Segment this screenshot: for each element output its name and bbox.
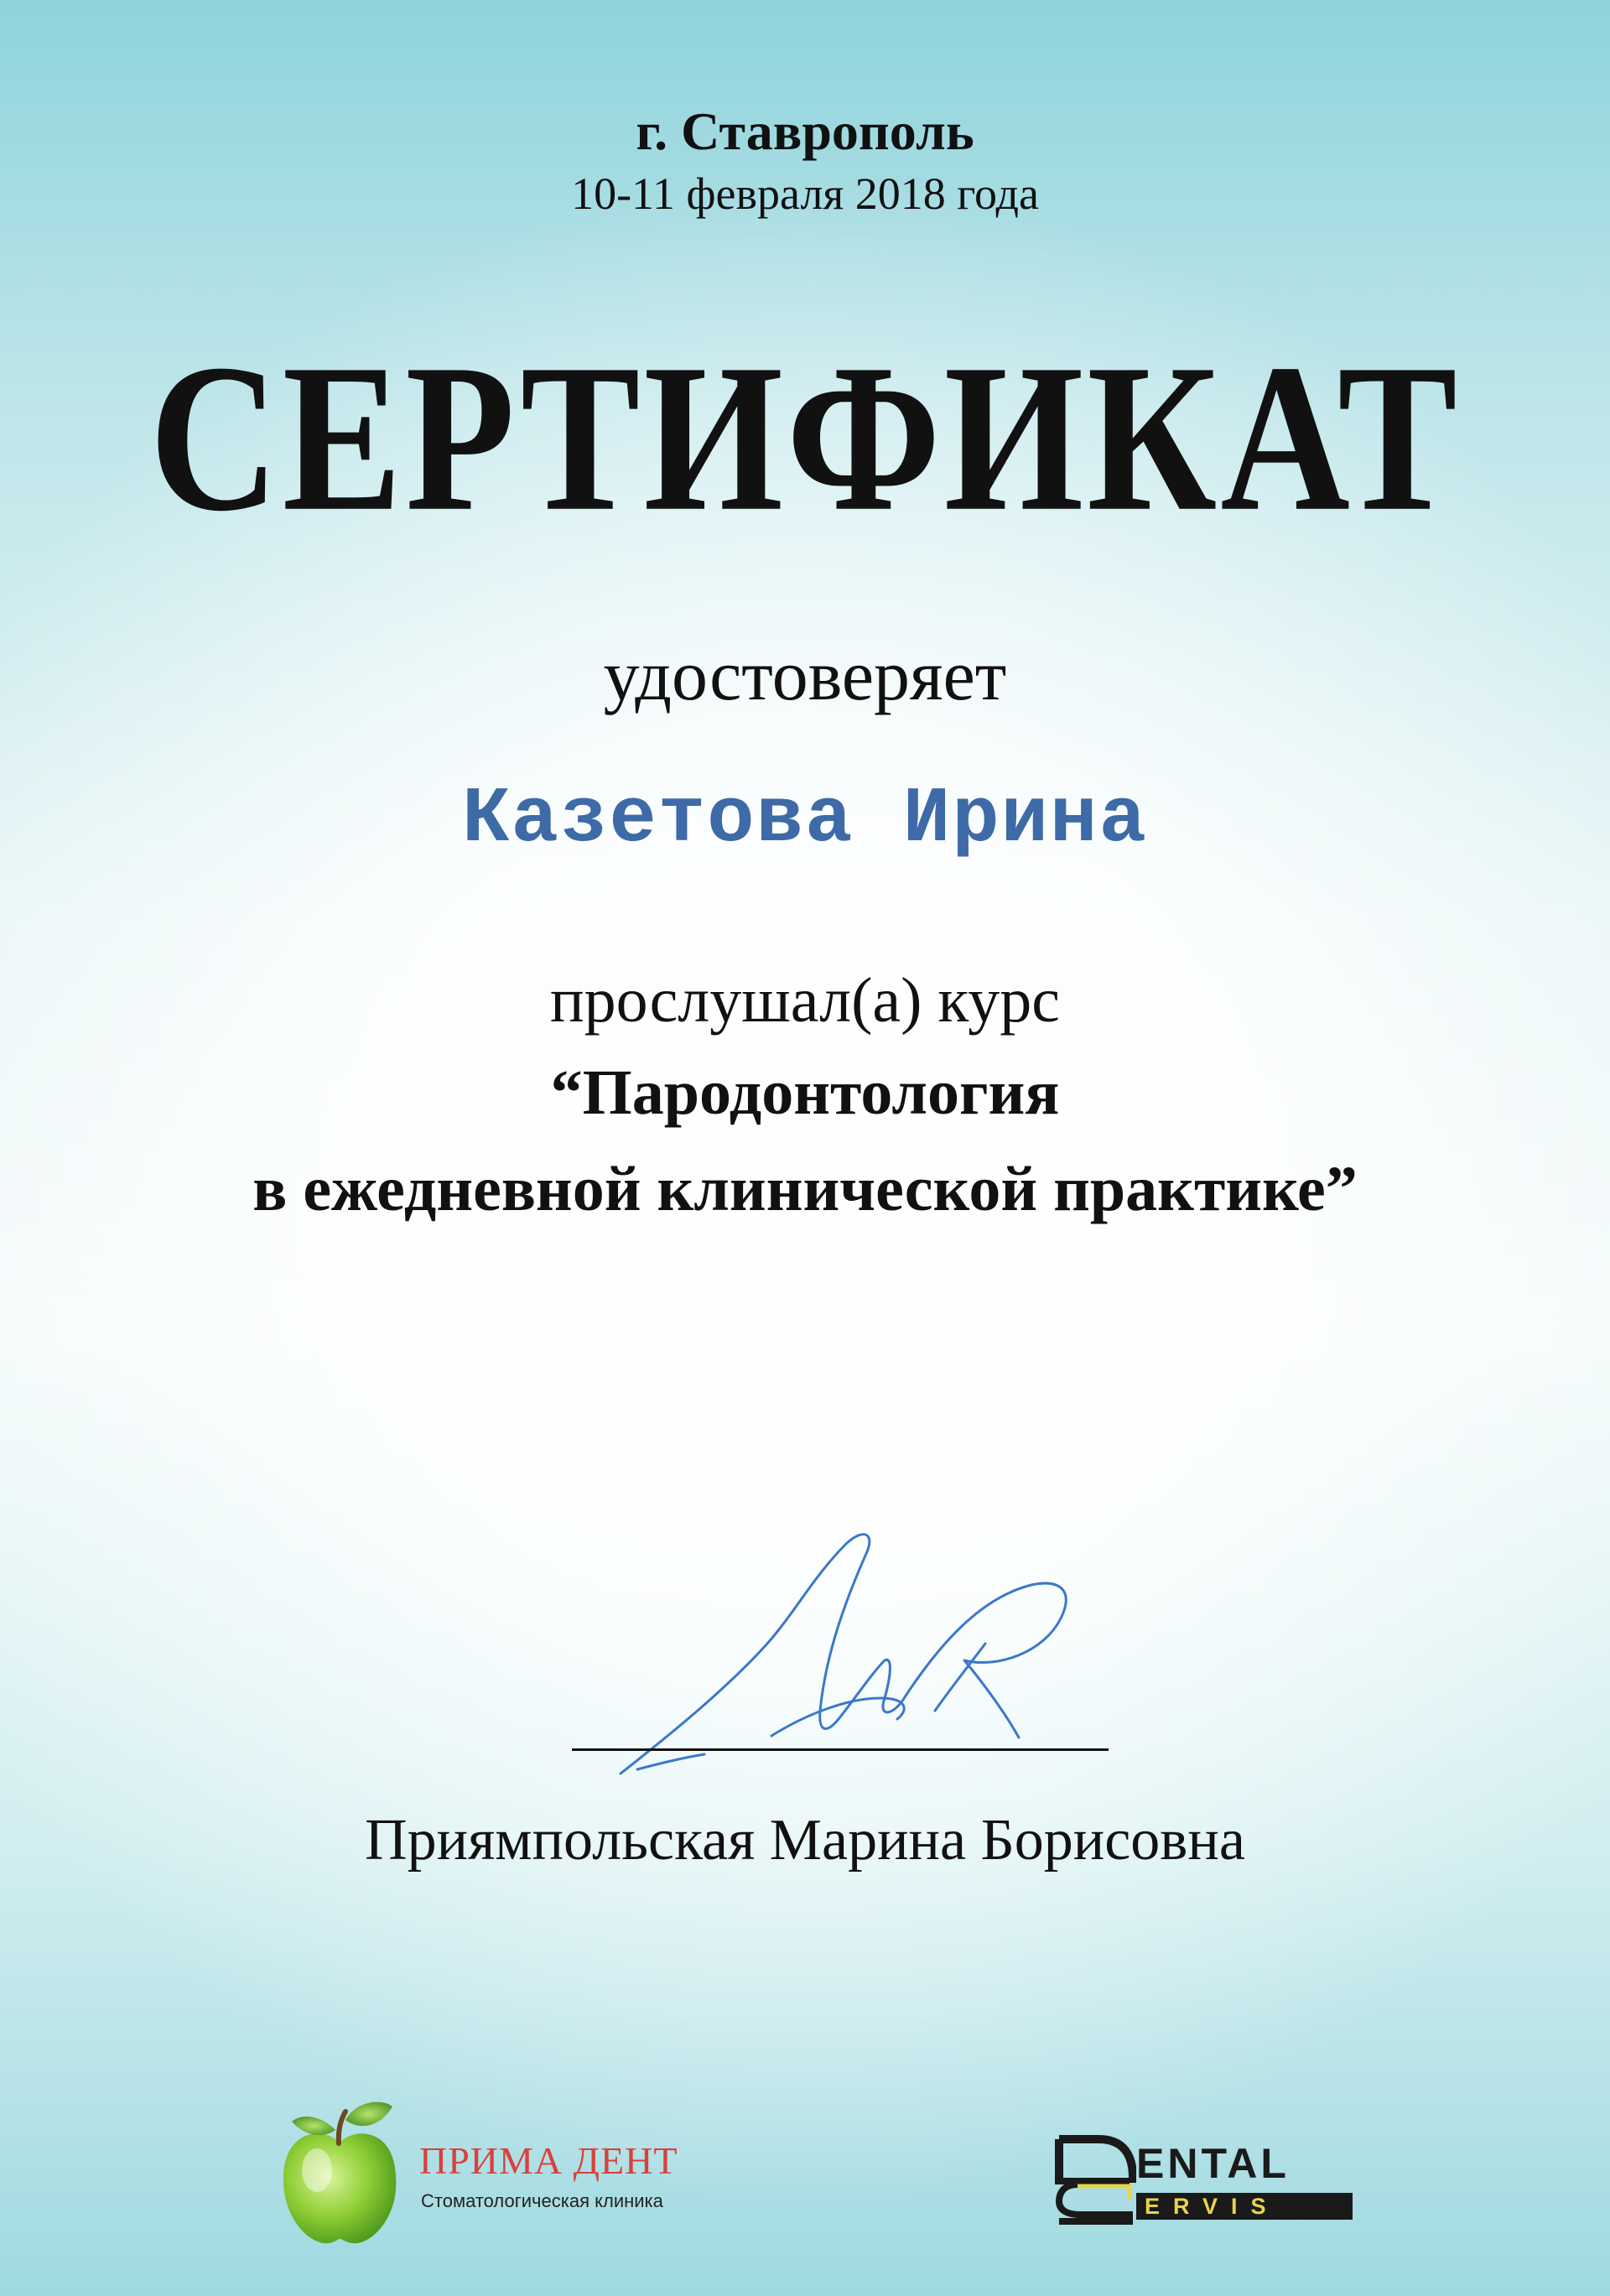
green-apple-icon xyxy=(277,2096,402,2247)
course-title-line2: в ежедневной клинической практике” xyxy=(252,1154,1358,1224)
ds-monogram-icon xyxy=(1052,2134,1136,2226)
dental-word: ENTAL xyxy=(1136,2140,1290,2187)
signature xyxy=(604,1518,1090,1795)
prima-dent-subtitle: Стоматологическая клиника xyxy=(421,2190,663,2211)
event-date: 10-11 февраля 2018 года xyxy=(571,169,1039,219)
certificate-title: СЕРТИФИКАТ xyxy=(149,320,1461,556)
course-title-line1: “Пародонтология xyxy=(550,1057,1060,1128)
signer-name: Приямпольская Марина Борисовна xyxy=(365,1808,1245,1873)
prima-dent-name: ПРИМА ДЕНТ xyxy=(419,2139,678,2182)
signature-line xyxy=(572,1748,1109,1751)
servis-word: ERVIS xyxy=(1145,2194,1280,2219)
recipient-name: Казетова Ирина xyxy=(462,776,1148,865)
prima-dent-logo xyxy=(277,2096,746,2247)
dental-servis-logo xyxy=(1052,2134,1363,2226)
city: г. Ставрополь xyxy=(636,101,974,161)
certifies-text: удостоверяет xyxy=(603,635,1007,715)
attended-text: прослушал(а) курс xyxy=(550,965,1060,1036)
